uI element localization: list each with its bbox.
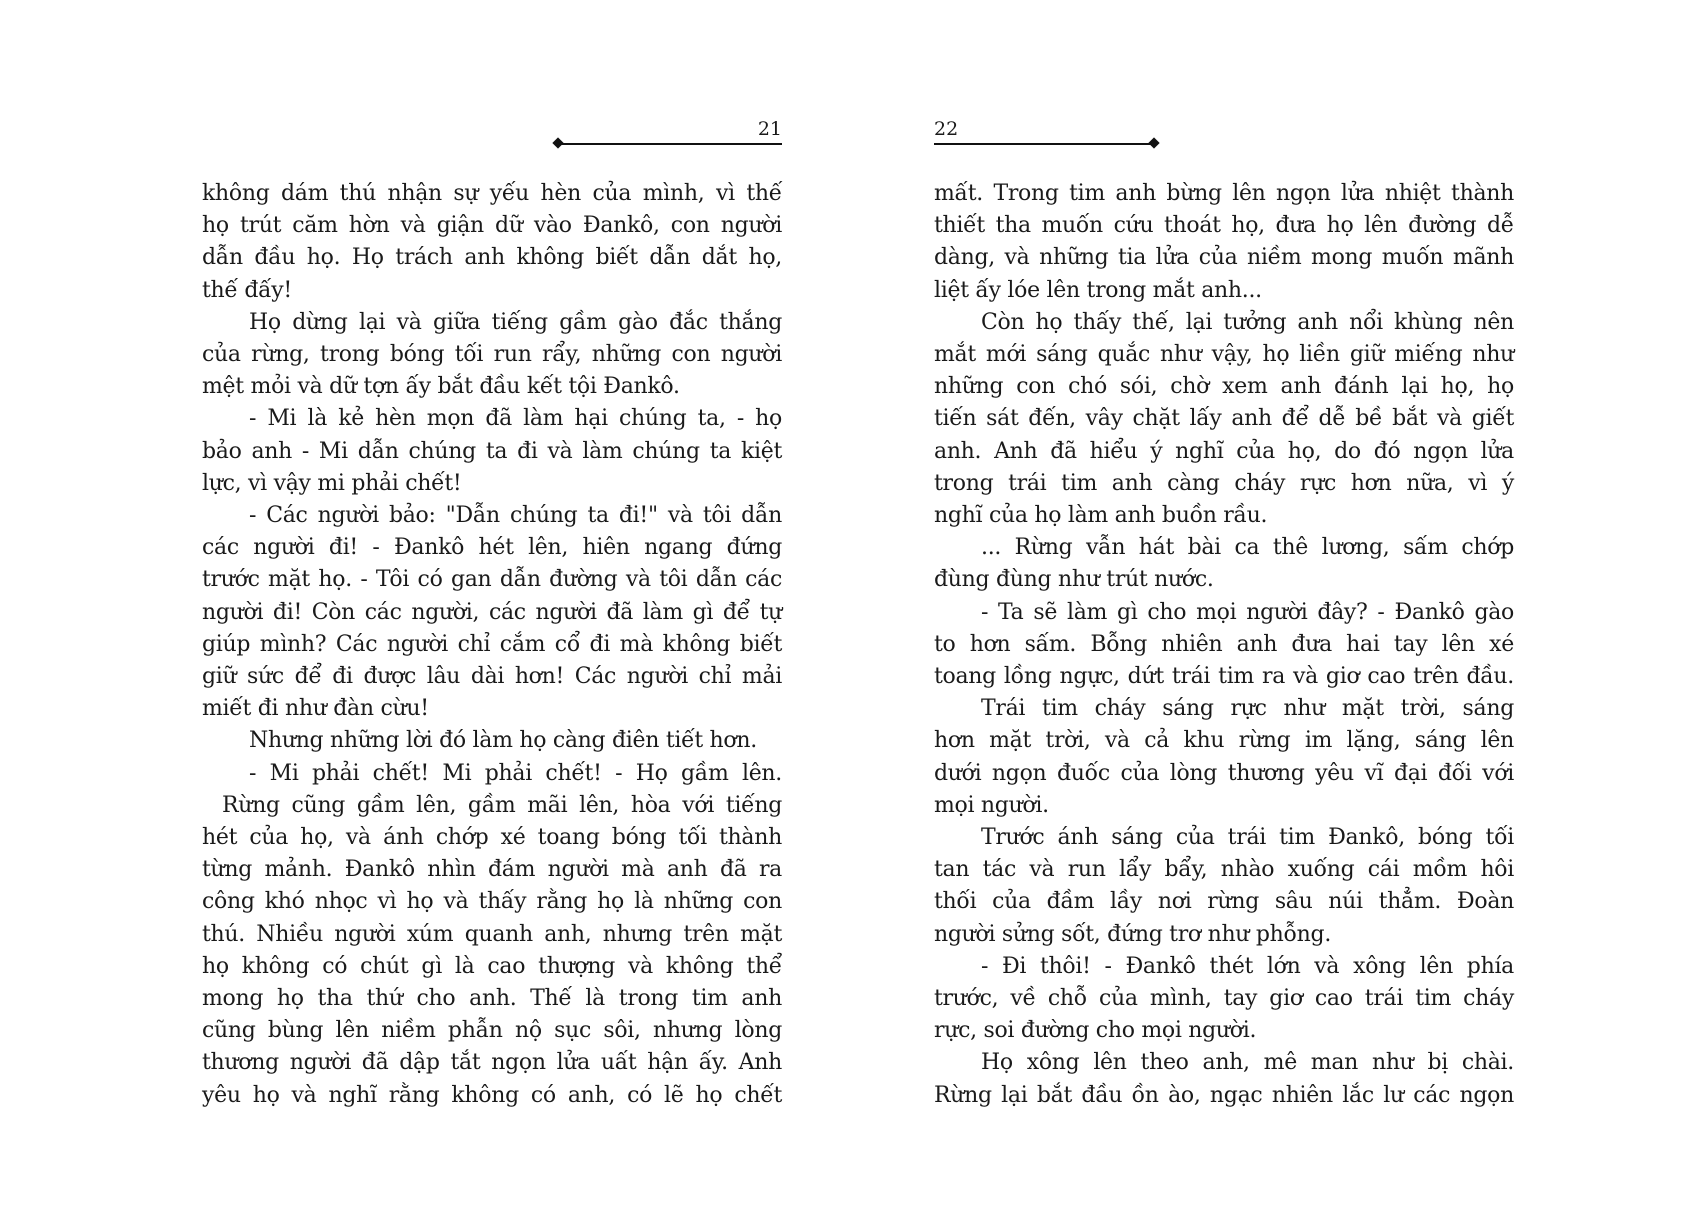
text-line: ... Rừng vẫn hát bài ca thê lương, sấm chớp: [981, 535, 1514, 561]
text-line: hét của họ, và ánh chớp xé toang bóng tối thành: [202, 825, 782, 851]
header-diamond-ornament: [1148, 137, 1159, 148]
text-line: thối của đầm lầy nơi rừng sâu núi thẳm. Đoàn: [934, 889, 1514, 915]
left-page: [202, 0, 782, 1206]
text-line: toang lồng ngực, dứt trái tim ra và giơ cao trên đầu.: [934, 664, 1514, 690]
text-line: - Ta sẽ làm gì cho mọi người đây? - Đankô gào: [981, 599, 1514, 625]
text-line: từng mảnh. Đankô nhìn đám người mà anh đã ra: [202, 857, 782, 883]
text-line: công khó nhọc vì họ và thấy rằng họ là những con: [202, 889, 782, 915]
text-line: của rừng, trong bóng tối run rẩy, những con người: [202, 342, 782, 368]
text-line: Họ dừng lại và giữa tiếng gầm gào đắc thắng: [249, 309, 782, 335]
text-line: trước mặt họ. - Tôi có gan dẫn đường và tôi dẫn các: [202, 567, 782, 593]
text-line: người sửng sốt, đứng trơ như phỗng.: [934, 921, 1332, 947]
text-line: Rừng lại bắt đầu ồn ào, ngạc nhiên lắc lư các ngọn: [934, 1082, 1514, 1108]
page-number: 21: [757, 118, 782, 140]
text-line: giữ sức để đi được lâu dài hơn! Các người chỉ mải: [202, 664, 782, 690]
text-line: Trái tim cháy sáng rực như mặt trời, sáng: [981, 696, 1514, 722]
text-line: Rừng cũng gầm lên, gầm mãi lên, hòa với tiếng: [222, 792, 782, 818]
text-line: không dám thú nhận sự yếu hèn của mình, vì thế: [202, 181, 782, 206]
text-line: đùng đùng như trút nước.: [934, 567, 1214, 593]
text-line: lực, vì vậy mi phải chết!: [202, 470, 462, 496]
left-page-header: [554, 118, 782, 148]
text-line: cũng bùng lên niềm phẫn nộ sục sôi, nhưng lòng: [202, 1018, 782, 1044]
text-line: - Đi thôi! - Đankô thét lớn và xông lên phía: [981, 953, 1514, 979]
text-line: anh. Anh đã hiểu ý nghĩ của họ, do đó ngọn lửa: [934, 438, 1514, 464]
text-line: yêu họ và nghĩ rằng không có anh, có lẽ họ chết: [202, 1082, 782, 1108]
right-page: [934, 0, 1514, 1206]
right-page-body: [934, 178, 1514, 1112]
text-line: dàng, và những tia lửa của niềm mong muốn mãnh: [934, 245, 1514, 271]
text-line: dưới ngọn đuốc của lòng thương yêu vĩ đại đối với: [934, 760, 1514, 786]
text-line: thế đấy!: [202, 277, 292, 303]
text-line: tiến sát đến, vây chặt lấy anh để dễ bề bắt và giết: [934, 406, 1514, 432]
text-line: nghĩ của họ làm anh buồn rầu.: [934, 503, 1268, 529]
text-line: thương người đã dập tắt ngọn lửa uất hận ấy. Anh: [202, 1050, 782, 1076]
text-line: hơn mặt trời, và cả khu rừng im lặng, sáng lên: [934, 728, 1514, 754]
text-line: trước, về chỗ của mình, tay giơ cao trái tim cháy: [934, 986, 1514, 1012]
text-line: Họ xông lên theo anh, mê man như bị chài.: [981, 1050, 1514, 1076]
text-line: rực, soi đường cho mọi người.: [934, 1018, 1257, 1044]
text-line: mệt mỏi và dữ tợn ấy bắt đầu kết tội Đankô.: [202, 374, 680, 400]
header-rule: [558, 143, 782, 145]
text-line: - Các người bảo: "Dẫn chúng ta đi!" và tôi dẫn: [249, 503, 782, 529]
text-line: mất. Trong tim anh bừng lên ngọn lửa nhiệt thành: [934, 181, 1514, 206]
text-line: mong họ tha thứ cho anh. Thế là trong tim anh: [202, 986, 782, 1012]
text-line: mắt mới sáng quắc như vậy, họ liền giữ miếng như: [934, 342, 1514, 368]
text-line: - Mi phải chết! Mi phải chết! - Họ gầm lên.: [249, 760, 782, 786]
text-line: những con chó sói, chờ xem anh đánh lại họ, họ: [934, 374, 1514, 400]
page-number: 22: [934, 118, 959, 140]
header-rule: [934, 143, 1154, 145]
text-line: bảo anh - Mi dẫn chúng ta đi và làm chúng ta kiệt: [202, 438, 782, 464]
text-line: tan tác và run lẩy bẩy, nhào xuống cái mồm hôi: [934, 857, 1514, 883]
right-page-header: [934, 118, 1158, 148]
text-line: thiết tha muốn cứu thoát họ, đưa họ lên đường dễ: [934, 213, 1514, 239]
text-line: giúp mình? Các người chỉ cắm cổ đi mà không biết: [202, 631, 782, 657]
text-line: họ không có chút gì là cao thượng và không thể: [202, 953, 782, 979]
text-line: người đi! Còn các người, các người đã làm gì để tự: [202, 599, 782, 625]
text-line: miết đi như đàn cừu!: [202, 696, 429, 722]
text-line: họ trút căm hờn và giận dữ vào Đankô, con người: [202, 213, 782, 239]
text-line: Nhưng những lời đó làm họ càng điên tiết hơn.: [249, 728, 757, 754]
text-line: trong trái tim anh càng cháy rực hơn nữa, vì ý: [934, 470, 1514, 496]
text-line: Trước ánh sáng của trái tim Đankô, bóng tối: [981, 825, 1514, 851]
text-line: to hơn sấm. Bỗng nhiên anh đưa hai tay lên xé: [934, 631, 1514, 657]
text-line: dẫn đầu họ. Họ trách anh không biết dẫn dắt họ,: [202, 245, 782, 271]
text-line: mọi người.: [934, 792, 1049, 818]
text-line: các người đi! - Đankô hét lên, hiên ngang đứng: [202, 535, 782, 561]
text-line: liệt ấy lóe lên trong mắt anh...: [934, 277, 1262, 303]
text-line: thú. Nhiều người xúm quanh anh, nhưng trên mặt: [202, 921, 782, 947]
text-line: - Mi là kẻ hèn mọn đã làm hại chúng ta, - họ: [249, 406, 782, 432]
left-page-body: [202, 178, 782, 1112]
text-line: Còn họ thấy thế, lại tưởng anh nổi khùng nên: [981, 309, 1514, 335]
